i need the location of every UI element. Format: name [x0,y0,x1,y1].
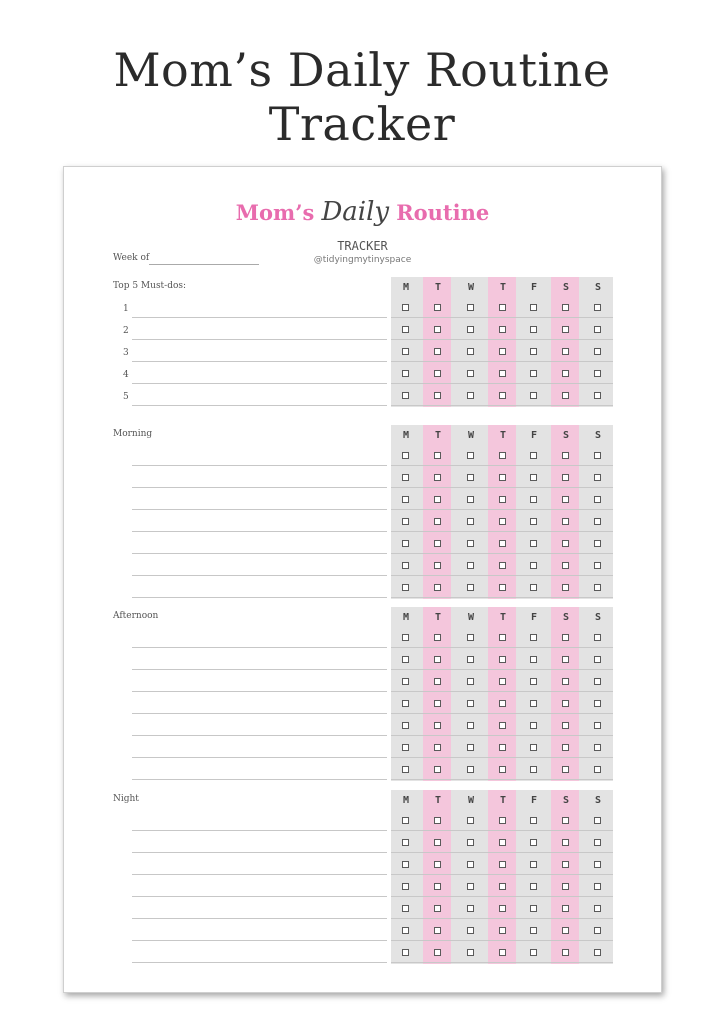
checkbox[interactable] [434,656,441,663]
checkbox[interactable] [467,634,474,641]
day-header: S [562,282,570,293]
checkbox[interactable] [562,540,569,547]
grid-row-divider [391,317,613,318]
checkbox[interactable] [594,722,601,729]
grid-row-divider [391,830,613,831]
checkbox[interactable] [530,540,537,547]
checkbox[interactable] [594,584,601,591]
checkbox[interactable] [467,474,474,481]
day-header: F [530,430,538,441]
checkbox[interactable] [402,304,409,311]
checkbox[interactable] [467,817,474,824]
checkbox[interactable] [499,392,506,399]
task-line[interactable] [132,487,387,488]
checkbox[interactable] [530,656,537,663]
checkbox[interactable] [402,348,409,355]
checkbox[interactable] [499,861,506,868]
checkbox[interactable] [467,540,474,547]
row-number: 5 [123,392,129,402]
checkbox[interactable] [594,634,601,641]
row-number: 1 [123,304,129,314]
checkbox[interactable] [594,861,601,868]
checkbox[interactable] [562,722,569,729]
pink-column [423,277,451,407]
checkbox[interactable] [594,562,601,569]
checkbox[interactable] [562,634,569,641]
page-title-line-2: Tracker [268,97,456,151]
task-line[interactable] [132,874,387,875]
day-header: S [562,612,570,623]
checkbox[interactable] [402,392,409,399]
checkbox[interactable] [402,949,409,956]
checkbox[interactable] [530,766,537,773]
checkbox[interactable] [499,634,506,641]
task-line[interactable] [132,757,387,758]
checkbox[interactable] [499,452,506,459]
task-line[interactable] [132,383,387,384]
checkbox[interactable] [402,326,409,333]
checkbox[interactable] [594,370,601,377]
checkbox[interactable] [499,883,506,890]
checkbox[interactable] [499,722,506,729]
checkbox[interactable] [499,370,506,377]
checkbox[interactable] [530,722,537,729]
checkbox[interactable] [594,540,601,547]
task-line[interactable] [132,713,387,714]
checkbox[interactable] [434,678,441,685]
checkbox[interactable] [434,927,441,934]
checkbox[interactable] [530,474,537,481]
grid-row-divider [391,779,613,780]
task-line[interactable] [132,940,387,941]
checkbox[interactable] [467,839,474,846]
checkbox[interactable] [594,883,601,890]
grid-row-divider [391,361,613,362]
row-number: 2 [123,326,129,336]
checkbox[interactable] [530,452,537,459]
checkbox[interactable] [499,562,506,569]
checkbox[interactable] [562,905,569,912]
checkbox[interactable] [467,766,474,773]
checkbox[interactable] [562,883,569,890]
day-header: S [594,430,602,441]
day-header: T [434,795,442,806]
task-line[interactable] [132,405,387,406]
grid-row-divider [391,713,613,714]
day-header: M [402,795,410,806]
checkbox[interactable] [434,722,441,729]
checkbox[interactable] [594,474,601,481]
checkbox[interactable] [402,927,409,934]
checkbox[interactable] [562,817,569,824]
checkbox[interactable] [562,518,569,525]
checkbox-grid [391,607,613,781]
checkbox[interactable] [562,839,569,846]
checkbox[interactable] [594,452,601,459]
checkbox[interactable] [499,656,506,663]
checkbox[interactable] [562,392,569,399]
checkbox[interactable] [530,700,537,707]
checkbox[interactable] [402,518,409,525]
checkbox[interactable] [499,905,506,912]
checkbox[interactable] [434,562,441,569]
checkbox[interactable] [562,370,569,377]
checkbox[interactable] [402,452,409,459]
day-header: T [499,282,507,293]
task-line[interactable] [132,779,387,780]
checkbox-grid [391,425,613,599]
checkbox[interactable] [562,584,569,591]
checkbox[interactable] [434,518,441,525]
checkbox[interactable] [530,518,537,525]
checkbox[interactable] [499,839,506,846]
checkbox[interactable] [467,584,474,591]
checkbox[interactable] [467,496,474,503]
grid-row-divider [391,735,613,736]
checkbox[interactable] [434,883,441,890]
sheet-heading [64,197,661,227]
row-number: 3 [123,348,129,358]
checkbox[interactable] [402,700,409,707]
checkbox[interactable] [402,584,409,591]
checkbox[interactable] [562,496,569,503]
checkbox[interactable] [594,766,601,773]
checkbox-grid [391,790,613,964]
checkbox[interactable] [594,348,601,355]
checkbox[interactable] [434,817,441,824]
checkbox[interactable] [594,927,601,934]
checkbox[interactable] [402,766,409,773]
checkbox[interactable] [402,817,409,824]
task-line[interactable] [132,647,387,648]
grid-row-divider [391,509,613,510]
checkbox[interactable] [562,949,569,956]
checkbox[interactable] [594,744,601,751]
grid-row-divider [391,597,613,598]
checkbox[interactable] [530,927,537,934]
day-header: W [467,282,475,293]
checkbox[interactable] [467,905,474,912]
week-of-field[interactable] [149,264,259,265]
checkbox[interactable] [402,540,409,547]
checkbox[interactable] [434,540,441,547]
checkbox[interactable] [467,392,474,399]
task-line[interactable] [132,896,387,897]
checkbox[interactable] [530,744,537,751]
checkbox[interactable] [562,656,569,663]
checkbox[interactable] [434,496,441,503]
day-header: S [562,795,570,806]
section-3 [64,790,661,964]
checkbox[interactable] [499,678,506,685]
day-header: M [402,612,410,623]
checkbox[interactable] [467,562,474,569]
checkbox[interactable] [402,474,409,481]
checkbox[interactable] [594,678,601,685]
task-line[interactable] [132,852,387,853]
grid-row-divider [391,962,613,963]
grid-row-divider [391,669,613,670]
task-line[interactable] [132,918,387,919]
checkbox[interactable] [530,839,537,846]
checkbox[interactable] [499,949,506,956]
checkbox[interactable] [434,861,441,868]
section-2 [64,607,661,781]
grid-row-divider [391,531,613,532]
checkbox[interactable] [499,474,506,481]
sheet-subtitle: TRACKER [337,239,388,253]
task-line[interactable] [132,597,387,598]
checkbox[interactable] [530,949,537,956]
checkbox[interactable] [530,496,537,503]
checkbox[interactable] [467,861,474,868]
checkbox[interactable] [434,839,441,846]
day-header: T [434,612,442,623]
grid-row-divider [391,691,613,692]
task-line[interactable] [132,361,387,362]
checkbox[interactable] [467,326,474,333]
grid-row-divider [391,465,613,466]
task-line[interactable] [132,575,387,576]
checkbox[interactable] [434,326,441,333]
task-line[interactable] [132,531,387,532]
section-1 [64,425,661,599]
checkbox[interactable] [499,540,506,547]
heading-routine: Routine [396,200,490,225]
checkbox[interactable] [499,700,506,707]
task-line[interactable] [132,339,387,340]
checkbox[interactable] [594,326,601,333]
checkbox[interactable] [402,905,409,912]
section-label: Morning [113,429,153,439]
checkbox[interactable] [499,304,506,311]
checkbox[interactable] [434,474,441,481]
checkbox[interactable] [467,518,474,525]
day-header: W [467,612,475,623]
checkbox[interactable] [562,474,569,481]
grid-row-divider [391,647,613,648]
checkbox[interactable] [402,722,409,729]
checkbox[interactable] [434,949,441,956]
checkbox[interactable] [562,452,569,459]
checkbox[interactable] [530,392,537,399]
checkbox[interactable] [402,562,409,569]
checkbox[interactable] [402,861,409,868]
heading-daily: Daily [321,197,390,227]
checkbox[interactable] [562,861,569,868]
task-line[interactable] [132,691,387,692]
checkbox-grid [391,277,613,407]
day-header: S [562,430,570,441]
grid-row-divider [391,940,613,941]
checkbox[interactable] [467,452,474,459]
day-header: M [402,430,410,441]
checkbox[interactable] [499,584,506,591]
checkbox[interactable] [467,949,474,956]
page-title-line-1: Mom’s Daily Routine [113,43,611,97]
checkbox[interactable] [562,700,569,707]
grid-row-divider [391,575,613,576]
checkbox[interactable] [594,304,601,311]
checkbox[interactable] [530,634,537,641]
checkbox[interactable] [434,584,441,591]
checkbox[interactable] [530,861,537,868]
checkbox[interactable] [434,766,441,773]
checkbox[interactable] [434,744,441,751]
checkbox[interactable] [402,634,409,641]
day-header: S [594,282,602,293]
checkbox[interactable] [530,304,537,311]
task-line[interactable] [132,553,387,554]
checkbox[interactable] [562,326,569,333]
checkbox[interactable] [594,905,601,912]
day-header: F [530,282,538,293]
checkbox[interactable] [402,656,409,663]
checkbox[interactable] [402,496,409,503]
section-label: Night [113,794,139,804]
section-label: Top 5 Must-dos: [113,281,187,291]
checkbox[interactable] [434,905,441,912]
sheet-handle: @tidyingmytinyspace [313,255,412,265]
day-header: T [499,430,507,441]
checkbox[interactable] [434,370,441,377]
checkbox[interactable] [562,562,569,569]
checkbox[interactable] [562,766,569,773]
checkbox[interactable] [530,905,537,912]
checkbox[interactable] [562,927,569,934]
checkbox[interactable] [530,348,537,355]
checkbox[interactable] [530,883,537,890]
checkbox[interactable] [467,927,474,934]
grid-row-divider [391,757,613,758]
checkbox[interactable] [467,678,474,685]
checkbox[interactable] [562,744,569,751]
checkbox[interactable] [594,817,601,824]
checkbox[interactable] [562,678,569,685]
checkbox[interactable] [434,700,441,707]
checkbox[interactable] [499,817,506,824]
checkbox[interactable] [467,744,474,751]
checkbox[interactable] [499,766,506,773]
checkbox[interactable] [562,304,569,311]
checkbox[interactable] [594,839,601,846]
grid-row-divider [391,553,613,554]
checkbox[interactable] [434,304,441,311]
checkbox[interactable] [530,370,537,377]
checkbox[interactable] [402,744,409,751]
checkbox[interactable] [594,656,601,663]
checkbox[interactable] [467,348,474,355]
section-label: Afternoon [113,611,159,621]
checkbox[interactable] [499,326,506,333]
checkbox[interactable] [594,700,601,707]
day-header: T [434,282,442,293]
checkbox[interactable] [562,348,569,355]
grid-row-divider [391,383,613,384]
checkbox[interactable] [499,518,506,525]
checkbox[interactable] [467,883,474,890]
checkbox[interactable] [594,949,601,956]
task-line[interactable] [132,669,387,670]
checkbox[interactable] [594,392,601,399]
day-header: F [530,612,538,623]
checkbox[interactable] [402,883,409,890]
checkbox[interactable] [467,304,474,311]
checkbox[interactable] [530,562,537,569]
checkbox[interactable] [467,722,474,729]
checkbox[interactable] [499,927,506,934]
checkbox[interactable] [594,518,601,525]
task-line[interactable] [132,317,387,318]
checkbox[interactable] [434,392,441,399]
task-line[interactable] [132,830,387,831]
checkbox[interactable] [467,700,474,707]
day-header: S [594,795,602,806]
day-header: T [499,612,507,623]
checkbox[interactable] [499,348,506,355]
day-header: T [434,430,442,441]
pink-column [488,277,516,407]
grid-row-divider [391,874,613,875]
checkbox[interactable] [434,634,441,641]
checkbox[interactable] [594,496,601,503]
task-line[interactable] [132,962,387,963]
checkbox[interactable] [467,370,474,377]
day-header: S [594,612,602,623]
day-header: W [467,795,475,806]
day-header: W [467,430,475,441]
checkbox[interactable] [530,584,537,591]
day-header: T [499,795,507,806]
checkbox[interactable] [530,326,537,333]
checkbox[interactable] [402,839,409,846]
row-number: 4 [123,370,129,380]
day-header: M [402,282,410,293]
task-line[interactable] [132,735,387,736]
grid-row-divider [391,339,613,340]
grid-row-divider [391,896,613,897]
section-0 [64,277,661,407]
checkbox[interactable] [402,370,409,377]
checkbox[interactable] [434,348,441,355]
week-of-label: Week of [113,253,150,263]
tracker-sheet [63,166,662,993]
checkbox[interactable] [402,678,409,685]
heading-moms: Mom’s [235,200,315,225]
checkbox[interactable] [434,452,441,459]
grid-row-divider [391,918,613,919]
grid-row-divider [391,487,613,488]
pink-column [551,277,579,407]
checkbox[interactable] [530,817,537,824]
task-line[interactable] [132,509,387,510]
checkbox[interactable] [499,744,506,751]
day-header: F [530,795,538,806]
grid-row-divider [391,405,613,406]
grid-row-divider [391,852,613,853]
task-line[interactable] [132,465,387,466]
checkbox[interactable] [467,656,474,663]
checkbox[interactable] [530,678,537,685]
checkbox[interactable] [499,496,506,503]
